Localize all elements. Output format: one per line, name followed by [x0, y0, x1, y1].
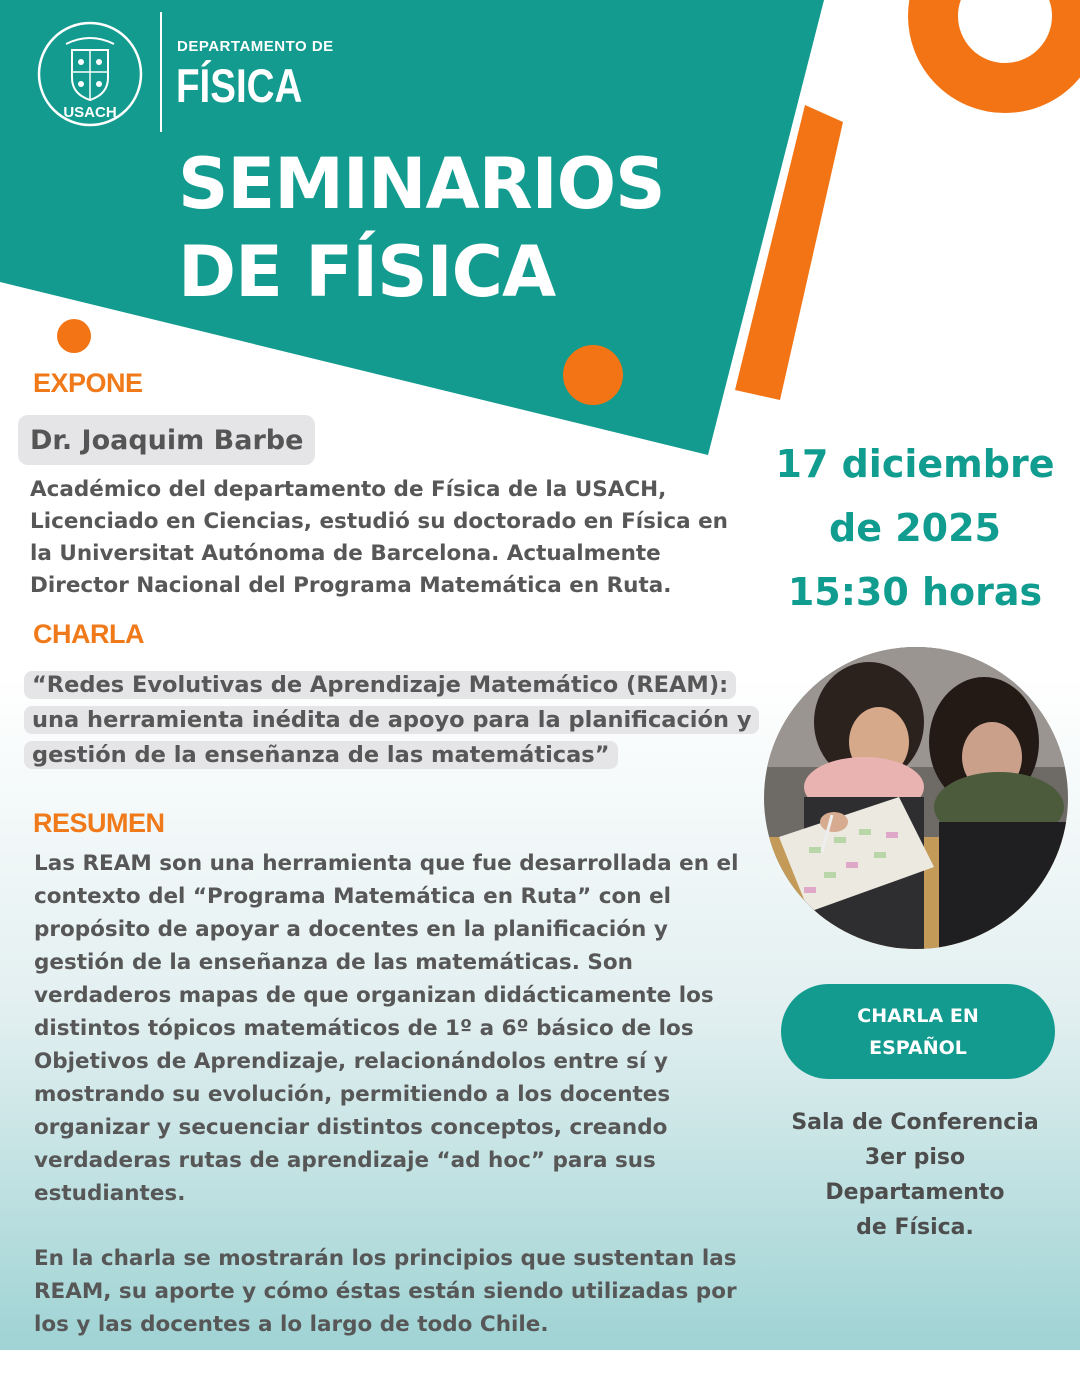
- talk-title: [24, 668, 764, 773]
- event-time: 15:30 horas: [787, 570, 1043, 614]
- summary-paragraph-1: Las REAM son una herramienta que fue desarrollada en el contexto del “Programa Matemática en Ruta” con el propósito de apoyar a docentes en la planificación y gestión de la enseñanza de las matemáticas. Son verdaderos mapas de que organizan didácticamente los distintos tópicos matemáticos de 1º a 6º básico de los Objetivos de Aprendizaje, relacionándolos entre sí y mostrando su evolución, permitiendo a los docentes organizar y secuenciar distintos conceptos, creando verdaderas rutas de aprendizaje “ad hoc” para sus estudiantes.: [34, 851, 739, 1206]
- language-line-2: ESPAÑOL: [869, 1036, 967, 1059]
- date-line-1: 17 diciembre: [775, 442, 1055, 486]
- event-date: [760, 432, 1070, 624]
- summary: [34, 847, 759, 1373]
- orange-dot-small: [57, 319, 91, 353]
- venue-line-4: de Física.: [856, 1215, 974, 1240]
- venue: [780, 1105, 1050, 1245]
- page-title: [178, 140, 665, 316]
- title-line-2: DE FÍSICA: [178, 231, 556, 313]
- language-line-1: CHARLA EN: [857, 1004, 979, 1027]
- logo-text: USACH: [63, 104, 117, 121]
- summary-paragraph-2: En la charla se mostrarán los principios que sustentan las REAM, su aporte y cómo éstas están siendo utilizadas por los y las docentes a lo largo de todo Chile.: [34, 1246, 737, 1337]
- speaker-name: Dr. Joaquim Barbe: [18, 415, 315, 465]
- department-label: DEPARTAMENTO DE: [177, 38, 334, 55]
- workshop-photo: [764, 647, 1068, 949]
- venue-line-2: 3er piso: [864, 1145, 966, 1170]
- venue-line-1: Sala de Conferencia: [791, 1110, 1039, 1135]
- charla-heading: CHARLA: [33, 619, 144, 649]
- language-badge: [781, 984, 1055, 1079]
- department-name: FÍSICA: [176, 59, 303, 112]
- speaker-bio: Académico del departamento de Física de la USACH, Licenciado en Ciencias, estudió su doctorado en Física en la Universitat Autónoma de Barcelona. Actualmente Director Nacional del Programa Matemática en Ruta.: [30, 477, 728, 598]
- venue-line-3: Departamento: [825, 1180, 1005, 1205]
- expone-heading: EXPONE: [33, 368, 143, 398]
- title-line-1: SEMINARIOS: [178, 143, 665, 225]
- date-line-2: de 2025: [829, 506, 1001, 550]
- resumen-heading: RESUMEN: [33, 808, 165, 838]
- usach-logo-icon: [36, 20, 144, 128]
- orange-dot-large: [563, 345, 623, 405]
- logo-divider: [160, 12, 162, 132]
- talk-title-text: “Redes Evolutivas de Aprendizaje Matemático (REAM): una herramienta inédita de apoyo para la planificación y gestión de la enseñanza de las matemáticas”: [24, 671, 759, 769]
- orange-ring-shape: [933, 0, 1077, 88]
